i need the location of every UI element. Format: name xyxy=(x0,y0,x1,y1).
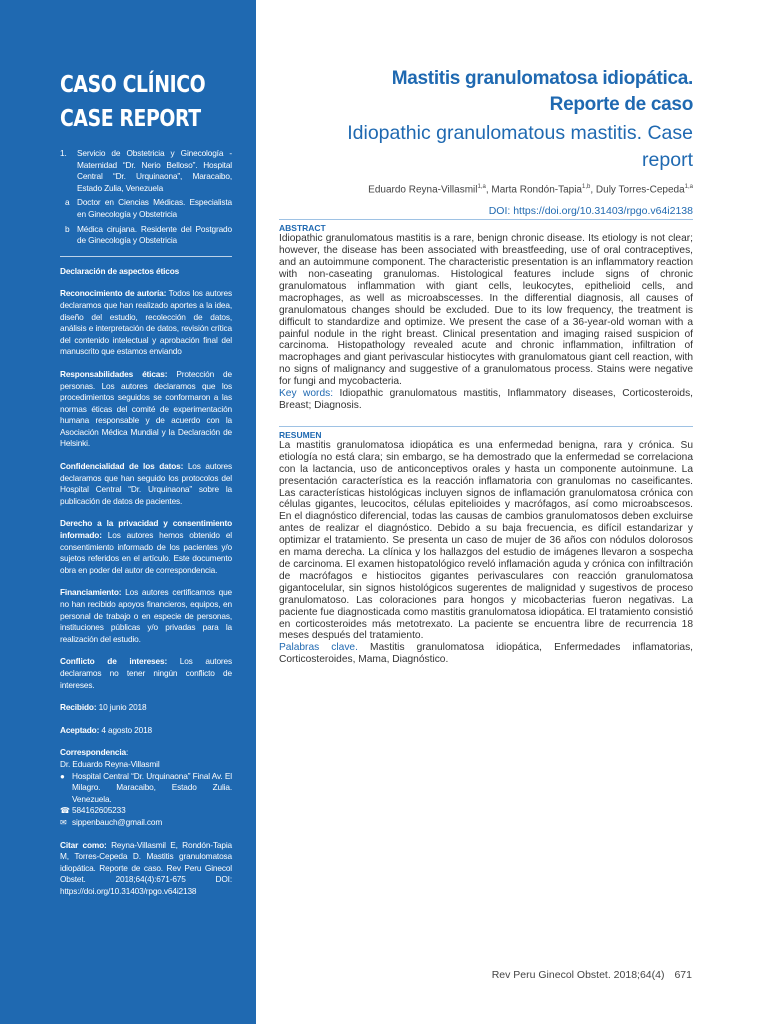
author-separator: , xyxy=(590,184,596,196)
correspondence-phone: 584162605233 xyxy=(72,805,126,816)
affiliation-1 xyxy=(60,148,232,194)
correspondence-name: Dr. Eduardo Reyna-Villasmil xyxy=(60,758,160,769)
title-es-line-2: Reporte de caso xyxy=(549,94,693,115)
heading-caso-clinico: CASO CLÍNICO xyxy=(60,72,206,98)
affiliation-a xyxy=(60,197,232,220)
section-text: Los autores declaramos no tener ningún conflicto de intereses. xyxy=(60,656,232,690)
section-label: Derecho a la privacidad y consentimiento informado: xyxy=(60,518,232,541)
keywords-label: Key words: xyxy=(279,388,334,400)
author-separator: , xyxy=(485,184,492,196)
resumen-body xyxy=(279,440,693,666)
correspondence-address: Hospital Central “Dr. Urquinaona” Final Av. El Milagro. Maracaibo, Estado Zulia. Venezuela. xyxy=(72,770,232,804)
section-label: Responsabilidades éticas: xyxy=(60,368,168,379)
author-affiliation-sup: 1,a xyxy=(684,184,693,190)
section-label: Financiamiento: xyxy=(60,587,122,598)
article-main xyxy=(279,66,693,666)
title-en-line-1: Idiopathic granulomatous mastitis. Case xyxy=(347,122,693,144)
abstract-text: Idiopathic granulomatous mastitis is a rare, benign chronic disease. Its etiology is not clear; however, the disease has been associated with breastfeeding, use of oral contraceptives, and an autoimmune component. The characteristic presentation is an inflammatory reaction with non-caseating granulomas. Histological features include signs of chronic granulomatous inflammation with giant cells, leukocytes, epithelioid cells, and macrophages, as well as microabscesses. In the differential diagnosis, all causes of granulomatous changes should be excluded. Due to its low frequency, the treatment is difficult to standardize and optimize. We present the case of a 36-year-old woman with a painful nodule in the right breast. Clinical presentation and imaging raised suspicion of carcinoma. Histopathology revealed acute and chronic inflammation, infiltration of macrophages and giant perivascular histiocytes with granulomatous giant cell reaction, with no signs of malignancy and suggestive of a granulomatous process. Stains were negative for fungi and mycobacteria. xyxy=(279,233,693,388)
affiliation-marker: a xyxy=(65,197,70,208)
page-number: 671 xyxy=(674,969,692,981)
author-affiliation-sup: 1,a xyxy=(477,184,486,190)
section-text: Protección de personas. Los autores declaramos que los procedimientos seguidos se conformaron a las normas éticas del comité de experimentación humana responsable y de acuerdo con la Asociación Médica Mundial y la Declaración de Helsinki. xyxy=(60,368,232,449)
correspondence-email[interactable]: sippenbauch@gmail.com xyxy=(72,816,163,827)
abstract-body xyxy=(279,233,693,412)
affiliation-b xyxy=(60,224,232,247)
ethics-conflict xyxy=(60,656,232,691)
email-icon: ✉ xyxy=(60,817,67,827)
cite-text: Reyna-Villasmil E, Rondón-Tapia M, Torres-Cepeda D. Mastitis granulomatosa idiopática. Reporte de caso. Rev Peru Ginecol Obstet. 2018;64(4):671-675 DOI: https://doi.org/10.31403/rpgo.v64i2138 xyxy=(60,839,233,896)
phone-icon: ☎ xyxy=(60,806,70,816)
cite-as-block xyxy=(60,840,232,898)
palabras-clave-text: Mastitis granulomatosa idiopática, Enfermedades inflamatorias, Corticosteroides, Mama, Diagnóstico. xyxy=(279,642,693,666)
doi-link[interactable]: DOI: https://doi.org/10.31403/rpgo.v64i2138 xyxy=(488,205,693,218)
correspondence-block: Correspondencia: Dr. Eduardo Reyna-Villasmil ● Hospital Central “Dr. Urquinaona” Final Av. El Milagro. Maracaibo, Estado Zulia. Venezuela. ☎ 584162605233 ✉ sippenbauch@gmail.com xyxy=(60,747,232,827)
received-date xyxy=(60,702,232,714)
affiliation-marker: b xyxy=(65,223,70,234)
title-english xyxy=(279,120,693,174)
ethics-title: Declaración de aspectos éticos xyxy=(60,265,180,276)
author-name: Eduardo Reyna-Villasmil xyxy=(368,184,478,196)
accepted-date xyxy=(60,725,232,737)
correspondence-label: Correspondencia xyxy=(60,747,126,758)
page-footer xyxy=(492,969,692,981)
section-label: Recibido: xyxy=(60,702,97,713)
author-affiliation-sup: 1,b xyxy=(582,184,591,190)
section-text: Todos los autores declaramos que han realizado aportes a la idea, diseño del estudio, recolección de datos, análisis e interpretación de datos, revisión crítica del contenido intelectual y aprobación final del manuscrito que estamos enviando xyxy=(60,288,232,357)
section-label: Reconocimiento de autoría: xyxy=(60,288,167,299)
ethics-privacy xyxy=(60,518,232,576)
cite-label: Citar como: xyxy=(60,839,107,850)
section-label: Conflicto de intereses: xyxy=(60,656,168,667)
affiliation-text: Doctor en Ciencias Médicas. Especialista en Ginecología y Obstetricia xyxy=(77,197,232,219)
keywords-text: Idiopathic granulomatous mastitis, Inflammatory diseases, Corticosteroids, Breast; Diagnosis. xyxy=(279,388,693,412)
ethics-confidentiality xyxy=(60,461,232,507)
section-text: Los autores certificamos que no han recibido apoyos financieros, equipos, en personal de trabajo o en especie de personas, instituciones públicas y/o privadas para la realización del estudio. xyxy=(60,587,232,644)
keywords-line xyxy=(279,388,693,412)
section-label: Aceptado: xyxy=(60,724,100,735)
section-text: Los autores declaramos que han seguido los protocolos del Hospital Central “Dr. Urquinaona” sobre la publicación de datos de pacientes. xyxy=(60,461,232,506)
affiliation-text: Médica cirujana. Residente del Postgrado de Ginecología y Obstetricia xyxy=(77,223,232,246)
title-es-line-1: Mastitis granulomatosa idiopática. xyxy=(391,68,693,89)
sidebar-divider xyxy=(60,256,232,257)
resumen-text: La mastitis granulomatosa idiopática es una enfermedad benigna, rara y crónica. Su etiología no está clara; sin embargo, se ha demostrado que la enfermedad se correlaciona con la lactancia, uso de anticonceptivos orales y hasta un componente autoinmune. La presentación característica es la reacción inflamatoria con granulomas no caseificantes. Las características histológicas incluyen signos de inflamación granulomatosa crónica con células gigantes, leucocitos, células epitelioides y macrófagos, así como microabscesos. En el diagnóstico diferencial, todas las causas de cambios granulomatosos deben excluirse antes de realizar el diagnóstico. Debido a su baja frecuencia, es difícil estandarizar y optimizar el tratamiento. Se presenta un caso de mujer de 36 años con nódulos dolorosos en mama derecha. La clínica y los hallazgos del estudio de imágenes llevaron a sospecha de carcinoma. El examen histopatológico reveló inflamación aguda y crónica con infiltración de macrófagos e histiocitos gigantes perivasculares con reacción granulomatosa gigantocelular, sin signos histológicos sugerentes de malignidad y sugestivos de proceso granulomatoso. Las coloraciones para hongos y micobacterias fueron negativas. La paciente fue diagnosticada como mastitis granulomatosa idiopática. El tratamiento consistió en corticosteroides más metotrexato. La paciente se encuentra libre de recurrencia 18 meses después del tratamiento. xyxy=(279,439,693,642)
author-list xyxy=(279,184,693,195)
title-en-line-2: report xyxy=(642,149,693,171)
ethics-funding xyxy=(60,587,232,645)
location-pin-icon: ● xyxy=(60,771,65,781)
sidebar-panel xyxy=(0,0,256,1024)
article-type-heading xyxy=(60,68,205,136)
sidebar-content xyxy=(60,148,232,908)
palabras-clave-line xyxy=(279,642,693,666)
affiliation-marker: 1. xyxy=(60,148,67,158)
heading-case-report: CASE REPORT xyxy=(60,106,201,132)
affiliation-text: Servicio de Obstetricia y Ginecología - Maternidad “Dr. Nerio Belloso”. Hospital Central “Dr. Urquinaona”, Maracaibo, Estado Zulia, Venezuela xyxy=(77,148,232,193)
section-text: Los autores hemos obtenido el consentimiento informado de los pacientes y/o sujetos referidos en el artículo. Este documento obra en poder del autor de correspondencia. xyxy=(60,530,232,575)
section-text: 10 junio 2018 xyxy=(96,702,147,713)
author-name: Duly Torres-Cepeda xyxy=(595,184,685,196)
journal-citation: Rev Peru Ginecol Obstet. 2018;64(4) xyxy=(491,969,665,981)
title-spanish xyxy=(279,66,693,118)
palabras-clave-label: Palabras clave. xyxy=(279,642,358,654)
resumen-heading: RESUMEN xyxy=(279,426,693,440)
section-label: Confidencialidad de los datos: xyxy=(60,461,184,472)
section-text: 4 agosto 2018 xyxy=(99,724,153,735)
abstract-heading: ABSTRACT xyxy=(279,219,693,233)
author-name: Marta Rondón-Tapia xyxy=(491,184,582,196)
ethics-responsibilities xyxy=(60,369,232,450)
ethics-authorship xyxy=(60,288,232,358)
